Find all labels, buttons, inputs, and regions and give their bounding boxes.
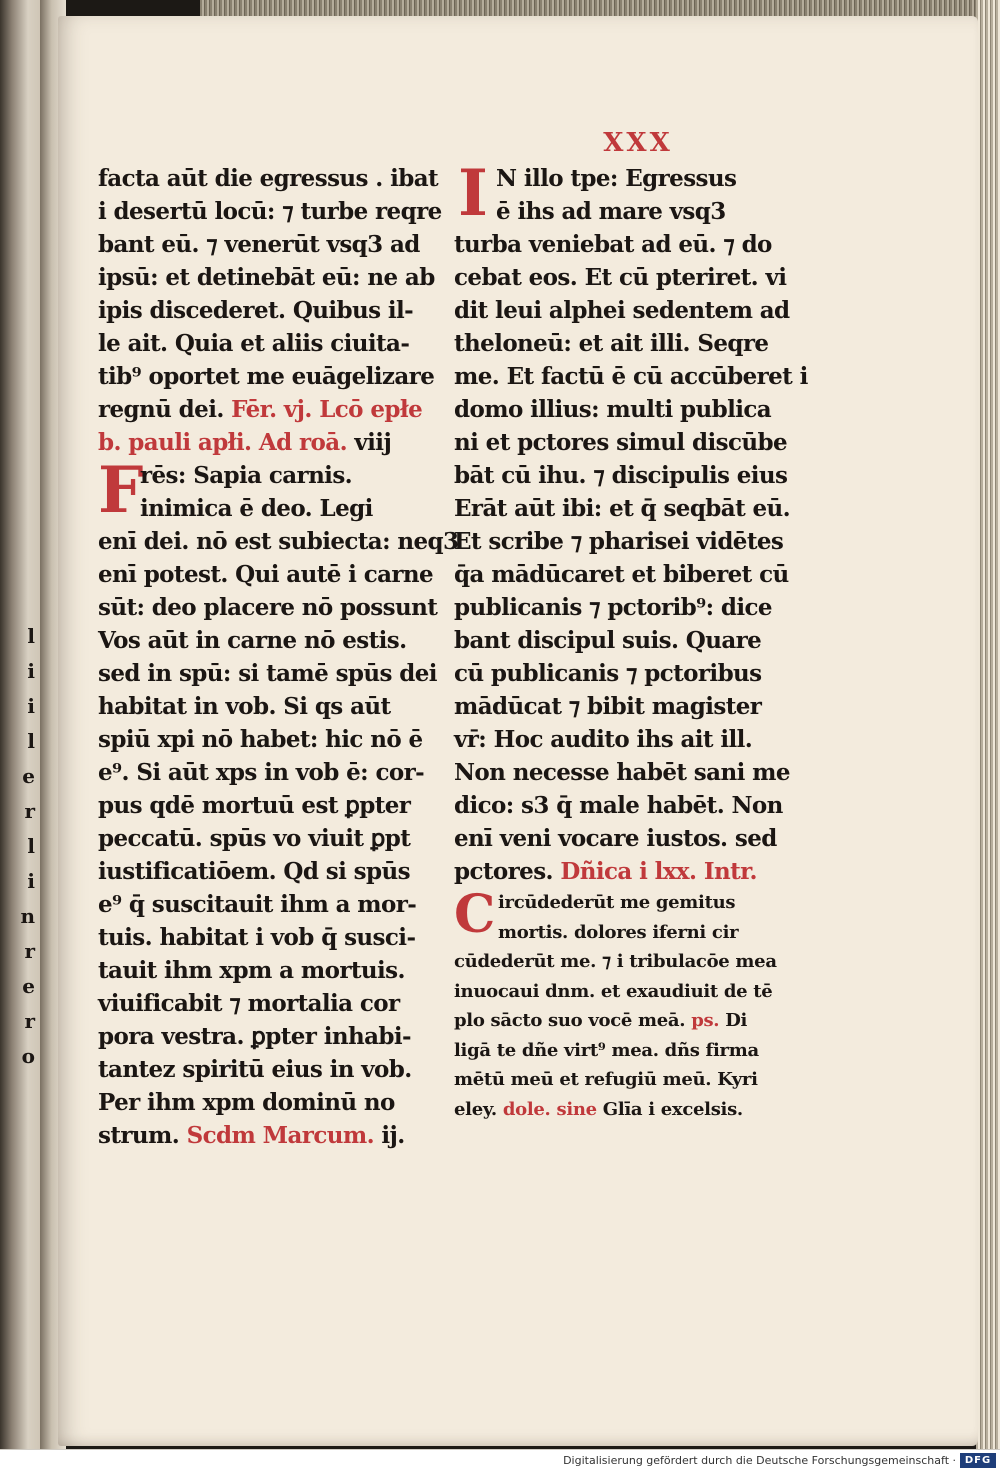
initial-block <box>98 453 408 528</box>
funding-credit: Digitalisierung gefördert durch die Deutsche Forschungsgemeinschaft · <box>563 1454 956 1467</box>
text-line: i desertū locū: ⁊ turbe reqre <box>98 198 442 225</box>
text-line: Non necesse habēt sani me <box>454 759 790 786</box>
adjacent-page-letter: r <box>24 799 34 823</box>
text-line: cūdederūt me. ⁊ i tribulacōe mea <box>454 951 777 972</box>
initial-block <box>454 884 766 947</box>
rubric-text: dole. sine <box>502 1098 597 1120</box>
text-line: tib⁹ oportet me euāgelizare <box>98 363 435 390</box>
rubric-text: ps. <box>691 1010 720 1031</box>
text-line: me. Et factū ē cū accūberet i <box>454 363 808 390</box>
rubric-text: Dñica i lxx. Intr. <box>560 858 757 885</box>
adjacent-page-letter: r <box>24 939 34 963</box>
text-line: pus qdē mortuū est ꝑpter <box>98 792 411 819</box>
text-line: ipsū: et detinebāt eū: ne ab <box>98 264 435 291</box>
text-line: tuis. habitat i vob q̄ susci- <box>98 924 416 951</box>
rubric-text: b. pauli apłi. Ad roā. <box>98 429 347 456</box>
text-line: sed in spū: si tamē spūs dei <box>98 660 437 687</box>
text-line: regnū dei. Fēr. vj. Lcō epłe <box>98 396 423 423</box>
text-line: mortis. dolores iferni cir <box>498 921 739 943</box>
adjacent-page-letter: i <box>27 869 34 893</box>
text-line: dico: s3 q̄ male habēt. Non <box>454 792 783 819</box>
red-initial-letter: F <box>98 453 144 528</box>
left-page-edge <box>0 0 40 1449</box>
text-line: ē ihs ad mare vsq3 <box>496 198 726 225</box>
dfg-logo[interactable]: DFG <box>960 1453 996 1468</box>
text-line: cebat eos. Et cū pteriret. vi <box>454 264 787 291</box>
text-line: strum. Scdm Marcum. ij. <box>98 1122 405 1149</box>
adjacent-page-letter: n <box>20 904 34 928</box>
text-line: enī potest. Qui autē i carne <box>98 561 434 588</box>
text-line: Erāt aūt ibi: et q̄ seqbāt eū. <box>454 495 791 522</box>
book-page <box>58 16 978 1446</box>
text-line: N illo tpe: Egressus <box>496 165 737 192</box>
adjacent-page-letter: l <box>27 729 34 753</box>
left-text-column <box>98 162 459 1152</box>
adjacent-page-letter: i <box>27 694 34 718</box>
text-line: publicanis ⁊ pctorib⁹: dice <box>454 594 772 621</box>
text-line: eley. dole. sine Glīa i excelsis. <box>454 1098 743 1120</box>
text-line: rēs: Sapia carnis. <box>140 462 353 489</box>
text-line: vr̄: Hoc audito ihs ait ill. <box>454 726 753 753</box>
initial-block <box>454 156 766 231</box>
text-line: inimica ē deo. Legi <box>140 495 373 522</box>
text-line: domo illius: multi publica <box>454 396 772 423</box>
adjacent-page-letter: i <box>27 659 34 683</box>
text-line: theloneū: et ait illi. Seqre <box>454 330 769 357</box>
text-line: pora vestra. ꝑpter inhabi- <box>98 1023 411 1050</box>
text-line: enī veni vocare iustos. sed <box>454 825 777 852</box>
text-line: bant discipul suis. Quare <box>454 627 762 654</box>
text-line: cū publicanis ⁊ pctoribus <box>454 660 762 687</box>
adjacent-page-letter: l <box>27 834 34 858</box>
red-initial-letter: C <box>454 884 496 945</box>
text-line: enī dei. nō est subiecta: neq3 <box>98 528 459 555</box>
text-line: ni et pctores simul discūbe <box>454 429 787 456</box>
text-line: peccatū. spūs vo viuit ꝑpt <box>98 825 411 852</box>
adjacent-page-letter: o <box>21 1044 34 1068</box>
text-line: bant eū. ⁊ venerūt vsq3 ad <box>98 231 420 258</box>
text-line: mētū meū et refugiū meū. Kyri <box>454 1069 758 1090</box>
rubric-text: Fēr. vj. Lcō epłe <box>231 396 423 423</box>
text-line: plo sācto suo vocē meā. ps. Di <box>454 1010 748 1031</box>
adjacent-page-letter: e <box>22 764 34 788</box>
attribution-footer <box>0 1449 1000 1472</box>
folio-number: XXX <box>603 128 673 158</box>
adjacent-page-letter: r <box>24 1009 34 1033</box>
text-line: ipis discederet. Quibus il- <box>98 297 414 324</box>
text-line: tauit ihm xpm a mortuis. <box>98 957 405 984</box>
adjacent-page-letter: l <box>27 624 34 648</box>
rubric-text: Scdm Marcum. <box>186 1122 374 1149</box>
red-initial-letter: I <box>458 156 488 231</box>
text-line: turba veniebat ad eū. ⁊ do <box>454 231 772 258</box>
text-line: inuocaui dnm. et exaudiuit de tē <box>454 980 773 1002</box>
text-line: iustificatiōem. Qd si spūs <box>98 858 410 885</box>
text-line: bāt cū ihu. ⁊ discipulis eius <box>454 462 788 489</box>
page-stack-right-edge <box>976 0 1000 1449</box>
text-line: q̄a mādūcaret et biberet cū <box>454 561 789 588</box>
text-line: sūt: deo placere nō possunt <box>98 594 438 621</box>
text-line: viuificabit ⁊ mortalia cor <box>98 990 400 1017</box>
text-line: le ait. Quia et aliis ciuita- <box>98 330 410 357</box>
text-line: e⁹. Si aūt xps in vob ē: cor- <box>98 759 425 786</box>
text-line: ligā te dñe virt⁹ mea. dñs firma <box>454 1039 759 1061</box>
text-line: Vos aūt in carne nō estis. <box>98 627 407 654</box>
text-line: ircūdederūt me gemitus <box>498 892 736 913</box>
text-line: tantez spiritū eius in vob. <box>98 1056 412 1083</box>
right-text-column <box>454 156 808 1124</box>
text-line: Per ihm xpm dominū no <box>98 1089 395 1116</box>
text-line: facta aūt die egressus . ibat <box>98 165 439 192</box>
text-line: pctores. Dñica i lxx. Intr. <box>454 858 757 885</box>
text-line: habitat in vob. Si qs aūt <box>98 693 391 720</box>
adjacent-page-letter: e <box>22 974 34 998</box>
text-line: Et scribe ⁊ pharisei vidētes <box>454 528 784 555</box>
text-line: dit leui alphei sedentem ad <box>454 297 790 324</box>
text-line: e⁹ q̄ suscitauit ihm a mor- <box>98 891 417 918</box>
text-line: b. pauli apłi. Ad roā. viij <box>98 429 392 456</box>
text-line: mādūcat ⁊ bibit magister <box>454 693 762 720</box>
text-line: spiū xpi nō habet: hic nō ē <box>98 726 423 753</box>
